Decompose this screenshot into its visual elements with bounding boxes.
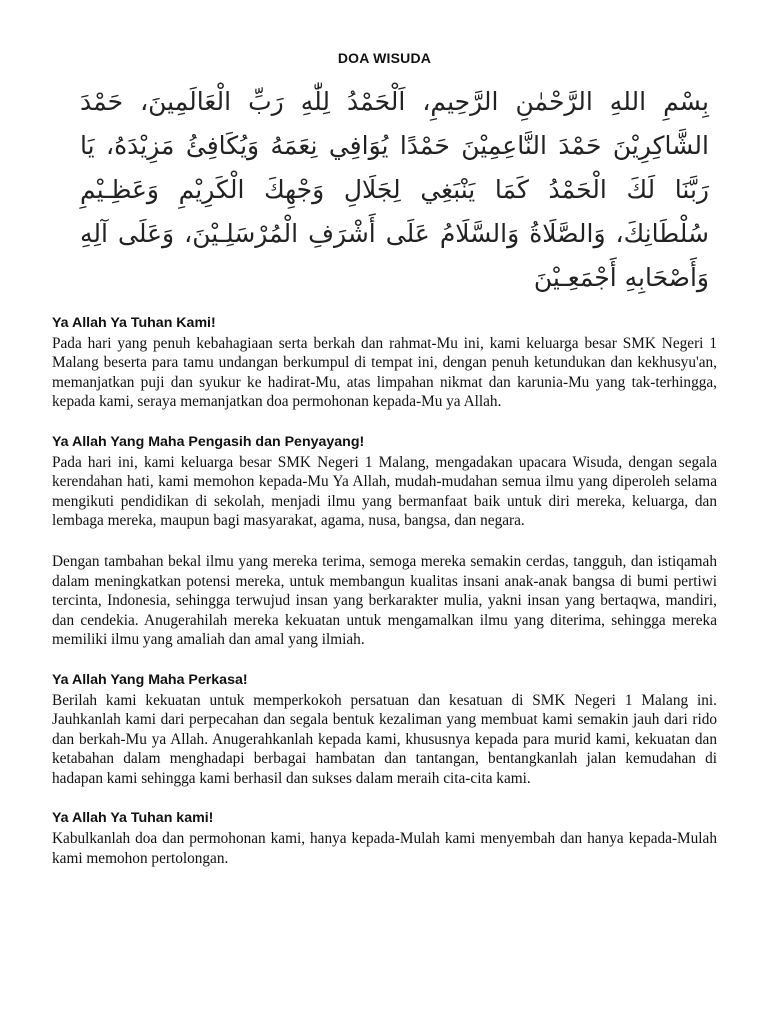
section-heading: Ya Allah Ya Tuhan kami!	[52, 810, 214, 827]
section-paragraph: Kabulkanlah doa dan permohonan kami, hanya kepada-Mulah kami menyembah dan hanya kepada-Mulah kami memohon pertolongan.	[52, 830, 717, 867]
section-heading: Ya Allah Yang Maha Perkasa!	[52, 671, 248, 688]
arabic-opening-prayer: بِسْمِ اللهِ الرَّحْمٰنِ الرَّحِيمِ، اَلْحَمْدُ لِلّٰهِ رَبِّ الْعَالَمِينَ، حَمْدَ الشَّاكِرِيْنَ حَمْدَ النَّاعِمِيْنَ حَمْدًا يُوَافِي نِعَمَهُ وَيُكَافِئُ مَزِيْدَهُ، يَا رَبَّنَا لَكَ الْحَمْدُ كَمَا يَنْبَغِي لِجَلَالِ وَجْهِكَ الْكَرِيْمِ وَعَظِـيْمِ سُلْطَانِكَ، وَالصَّلَاةُ وَالسَّلَامُ عَلَى أَشْرَفِ الْمُرْسَلِـيْنَ، وَعَلَى آلِهِ وَأَصْحَابِهِ أَجْمَعِـيْنَ	[80, 87, 709, 292]
prayer-section-5	[52, 809, 717, 868]
prayer-section-1	[52, 314, 717, 412]
prayer-section-4	[52, 671, 717, 789]
section-heading: Ya Allah Ya Tuhan Kami!	[52, 315, 216, 331]
section-paragraph: Pada hari yang penuh kebahagiaan serta berkah dan rahmat-Mu ini, kami keluarga besar SMK Negeri 1 Malang beserta para tamu undangan berkumpul di tempat ini, dengan penuh ketundukan dan kekhusyu'an, memanjatkan puji dan syukur ke hadirat-Mu, atas limpahan nikmat dan karunia-Mu yang tak-terhingga, kepada kami, seraya memanjatkan doa permohonan kepada-Mu ya Allah.	[52, 334, 717, 411]
section-paragraph: Dengan tambahan bekal ilmu yang mereka terima, semoga mereka semakin cerdas, tangguh, dan istiqamah dalam meningkatkan potensi mereka, untuk membangun kualitas insani anak-anak bangsa di bumi pertiwi tercinta, Indonesia, sehingga terwujud insan yang berkarakter mulia, yakni insan yang bertaqwa, mandiri, dan cendekia. Anugerahilah mereka kekuatan untuk mengamalkan ilmu yang diterima, sehingga mereka memiliki ilmu yang amaliah dan amal yang ilmiah.	[52, 552, 717, 649]
section-paragraph: Pada hari ini, kami keluarga besar SMK Negeri 1 Malang, mengadakan upacara Wisuda, dengan segala kerendahan hati, kami memohon kepada-Mu Ya Allah, mudah-mudahan semua ilmu yang diperoleh selama mengikuti pendidikan di sekolah, menjadi ilmu yang bermanfaat baik untuk diri mereka, keluarga, dan lembaga mereka, maupun bagi masyarakat, agama, nusa, bangsa, dan negara.	[52, 453, 717, 530]
document-title: DOA WISUDA	[337, 50, 432, 66]
section-paragraph: Berilah kami kekuatan untuk memperkokoh persatuan dan kesatuan di SMK Negeri 1 Malang ini. Jauhkanlah kami dari perpecahan dan segala bentuk kezaliman yang membuat kami semakin jauh dari rido dan berkah-Mu ya Allah. Anugerahkanlah kepada kami, khususnya kepada para murid kami, kekuatan dan ketabahan dalam menghadapi berbagai hambatan dan tantangan, bentangkanlah jalan kemudahan di hadapan kami sehingga kami berhasil dan sukses dalam meraih cita-cita kami.	[52, 691, 717, 787]
document-page	[52, 50, 717, 889]
prayer-section-2	[52, 433, 717, 531]
section-heading: Ya Allah Yang Maha Pengasih dan Penyayang!	[52, 433, 365, 450]
prayer-section-3	[52, 552, 717, 650]
